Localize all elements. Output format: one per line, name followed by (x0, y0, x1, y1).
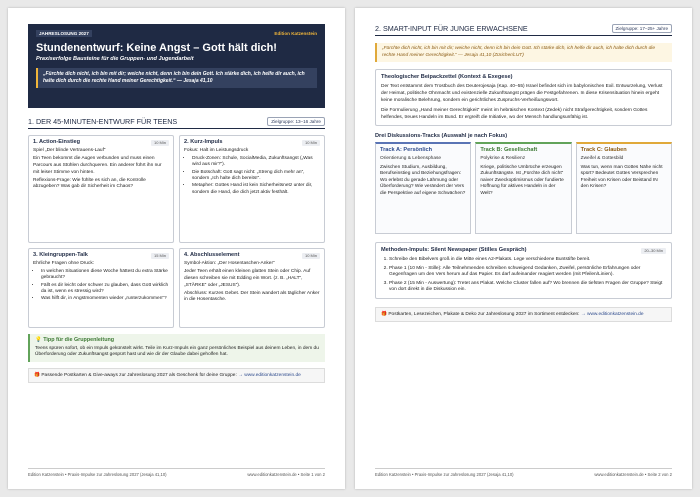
list-item: • Fällt es dir leicht oder schwer zu glauben, dass Gott wirklich da ist, wenn es stressig wird? (41, 283, 169, 296)
footer-left: Edition Katzenstein • Praxis-Impulse zur Jahreslosung 2027 (Jesaja 41,10) (375, 472, 514, 477)
session-plan-grid (28, 135, 325, 328)
card-title: 1. Action-Einstieg (33, 139, 81, 145)
card-action-intro (28, 135, 174, 243)
track-text: Zwischen Studium, Ausbildung, Berufseinstieg und Beziehungsfragen: Wo erlebst du gerade Lähmung oder Überforderung? Wie verändert der Vers die Perspektive auf eigene Schwächen? (380, 164, 466, 197)
bible-quote: „Fürchte dich nicht, ich bin mit dir; weiche nicht, denn ich bin dein Gott. Ich stärke dich, ich helfe dir auch, ich halte dich durch die rechte Hand meiner Gerechtigkeit.“ — Jesaja 41,10 (Züricher/LUT) (375, 43, 672, 62)
card-text: Fokus: Halt im Leistungsdruck (184, 148, 249, 154)
page-title: Stundenentwurf: Keine Angst – Gott hält dich! (36, 42, 277, 54)
list-item: 1. Schreibe den Bibelvers groß in die Mitte eines A2-Plakats. Lege verschiedene Buntstifte bereit. (389, 257, 666, 264)
card-title: 2. Kurz-Impuls (184, 139, 223, 145)
list-item: • In welchen Situationen diese Woche hättest du extra Stärke gebraucht? (41, 269, 169, 282)
track-subtitle: Zweifel & Gottesbild (580, 156, 624, 162)
gift-icon: 🎁 (381, 312, 387, 318)
box-title: Methoden-Impuls: Silent Newspaper (Stilles Gespräch) (381, 247, 527, 254)
box-title: Theologischer Beipackzettel (Kontext & Exegese) (381, 74, 513, 81)
track-title: Track A: Persönlich (380, 147, 433, 154)
duration-badge: 10 Min (302, 140, 320, 146)
footer-left: Edition Katzenstein • Praxis-Impulse zur Jahreslosung 2027 (Jesaja 41,10) (28, 472, 167, 477)
page-footer (28, 468, 325, 477)
track-faith (576, 142, 672, 234)
card-text: Spiel „Der blinde Vertrauens-Lauf“ (33, 148, 106, 154)
card-short-impulse (179, 135, 325, 243)
track-personal (375, 142, 471, 234)
list-item: • Die Botschaft: Gott sagt nicht: „Streng dich mehr an“, sondern „Ich halte dich bereits!“. (192, 170, 320, 183)
duration-badge: 10 Min (151, 140, 169, 146)
card-title: 4. Abschlusselement (184, 252, 240, 258)
header-banner (28, 24, 325, 108)
resource-box (375, 307, 672, 322)
target-group-badge: Zielgruppe: 13–16 Jahre (267, 117, 325, 126)
card-text: Abschluss: Kurzes Gebet. Der Stein wandert als täglicher Anker in die Hosentasche. (184, 290, 320, 303)
resource-text: Postkarten, Lesezeichen, Plakate & Deko zur Jahreslosung 2027 im Sortiment entdecken: (388, 312, 580, 318)
tip-text: Teens spüren sofort, ob ein Impuls gekünstelt wirkt. Teile im Kurz-Impuls ein ganz persönliches Beispiel aus deinem Leben, in dem du Überforderung oder Zukunftsangst gespürt hast und wie dir der Glaube dabei geholfen hat. (35, 345, 319, 358)
page-footer (375, 468, 672, 477)
list-item: 3. Phase 2 (15 Min - Auswertung): Tretet ans Plakat. Welche Cluster fallen auf? Wo brennen die tiefsten Fragen der Gruppe? Steigt von dort direkt in die Diskussion ein. (389, 281, 666, 295)
card-text: Reflexions-Frage: Wie fühlte es sich an, die Kontrolle abzugeben? Was gab dir Sicherheit im Chaos? (33, 177, 146, 190)
theological-background-box (375, 69, 672, 126)
section-heading-teens (28, 117, 325, 129)
shop-link[interactable]: → www.editionkatzenstein.de (238, 372, 301, 378)
page-subtitle: Praxiserfolge Bausteine für die Gruppen- und Jugendarbeit (36, 56, 194, 62)
publisher-brand: Edition Katzenstein (274, 31, 317, 36)
gift-icon: 🎁 (34, 372, 40, 378)
card-text: Ehrliche Fragen ohne Druck: (33, 261, 95, 267)
method-box (375, 242, 672, 299)
card-closing-element (179, 248, 325, 328)
bible-quote: „Fürchte dich nicht, ich bin mit dir; weiche nicht, denn ich bin dein Gott. Ich stärke dich, ich helfe dir auch, ich halte dich durch die rechte Hand meiner Gerechtigkeit.“ — Jesaja 41,10 (36, 68, 317, 88)
box-text: Der Text entstammt dem Trostbuch des Deuterojesaja (Kap. 40–55) Israel befindet sich im babylonischen Exil. Entwurzelung, Verlust der Heimat, politische Ohnmacht und existenzielle Zukunftsangst prägen die Festgefahrenen. In diese Krisensituation hinein ergeht keine moralische Belehrung, sondern ein gerichtliches Zuspruchs-Verheißungswort. (381, 84, 663, 103)
tip-title: Tipp für die Gruppenleitung (43, 337, 115, 343)
tracks-heading: Drei Diskussions-Tracks (Auswahl je nach Fokus) (375, 133, 508, 140)
card-small-group-talk (28, 248, 174, 328)
resource-box (28, 368, 325, 383)
list-item: 2. Phase 1 (10 Min - Stille): Alle Teilnehmenden schreiben schweigend Gedanken, Zweifel, persönliche Erfahrungen oder Gegenfragen um den Vers herum auf das Papier. Es darf aufeinander reagiert werden (mit Pfeilen/Linien). (389, 266, 666, 280)
duration-badge: 15 Min (151, 253, 169, 259)
track-text: Kriege, politische Umbrüche erzeugen Zukunftsängste. Ist „Fürchte dich nicht“ naiver Zweckoptimismus oder fundierte Hoffnung für aktives Handeln in der Welt? (480, 164, 564, 197)
card-text: Symbol-Aktion: „Der Hosentaschen-Anker“ (184, 261, 275, 267)
banner-tag: JAHRESLOSUNG 2027 (36, 30, 92, 37)
section-title: 2. SMART-INPUT FÜR JUNGE ERWACHSENE (375, 24, 528, 33)
shop-link[interactable]: → www.editionkatzenstein.de (580, 312, 644, 318)
box-text: Die Formulierung „Hand meiner Gerechtigkeit“ meint im hebräischen Kontext (Zedek) nicht Strafgerechtigkeit, sondern Gottes helfendes, treues Handeln im Bund. Er ergreift die Initiative, wo der Mensch handlungsunfähig ist. (381, 107, 648, 120)
track-text: Was tun, wenn man Gottes Nähe nicht spürt? Bedeutet Gottes Versprechen Freiheit von Krisen oder Beistand IN den Krisen? (580, 164, 663, 190)
footer-right: www.editionkatzenstein.de • Seite 2 von 2 (594, 472, 672, 477)
list-item: • Metapher: Gottes Hand ist kein Sicherheitsnetz unter dir, sondern die Hand, die dich jetzt aktiv festhält. (192, 183, 320, 196)
discussion-tracks (375, 142, 672, 234)
list-item: • Druck-Zonen: Schule, SocialMedia, Zukunftsangst („Was wird aus mir?“). (192, 156, 320, 169)
card-text: Ein Teen bekommt die Augen verbunden und muss einen Parcours aus Stühlen durchqueren. Ein anderer führt ihn nur mit leiser Stimme von hinten. (33, 156, 162, 175)
track-subtitle: Polykrise & Resilienz (480, 156, 526, 162)
footer-right: www.editionkatzenstein.de • Seite 1 von 2 (247, 472, 325, 477)
track-subtitle: Orientierung & Lebensphase (380, 156, 442, 162)
track-title: Track B: Gesellschaft (480, 147, 538, 154)
resource-text: Passende Postkarten & Give-aways zur Jahreslosung 2027 als Geschenk für deine Gruppe: (41, 372, 237, 378)
duration-badge: 20–30 Min (641, 248, 666, 254)
track-society (475, 142, 571, 234)
list-item: • Was hilft dir, in Angstmomenten wieder „runterzukommen“? (41, 296, 169, 303)
target-group-badge: Zielgruppe: 17–25+ Jahre (612, 24, 672, 33)
section-title: 1. DER 45-MINUTEN-ENTWURF FÜR TEENS (28, 117, 178, 126)
section-heading-young-adults (375, 24, 672, 36)
track-title: Track C: Glauben (580, 147, 627, 154)
lightbulb-icon: 💡 (35, 337, 42, 343)
document-page-2 (355, 8, 692, 489)
duration-badge: 10 Min (302, 253, 320, 259)
card-text: Jeder Teen erhält einen kleinen glatten Stein oder Chip. Auf diesen schreiben sie mit Edding ein Wort. (z. B. „HALT“, „STÄRKE“ oder „JESUS“). (184, 269, 311, 288)
leader-tip-box (28, 334, 325, 362)
card-title: 3. Kleingruppen-Talk (33, 252, 88, 258)
document-page-1 (8, 8, 345, 489)
